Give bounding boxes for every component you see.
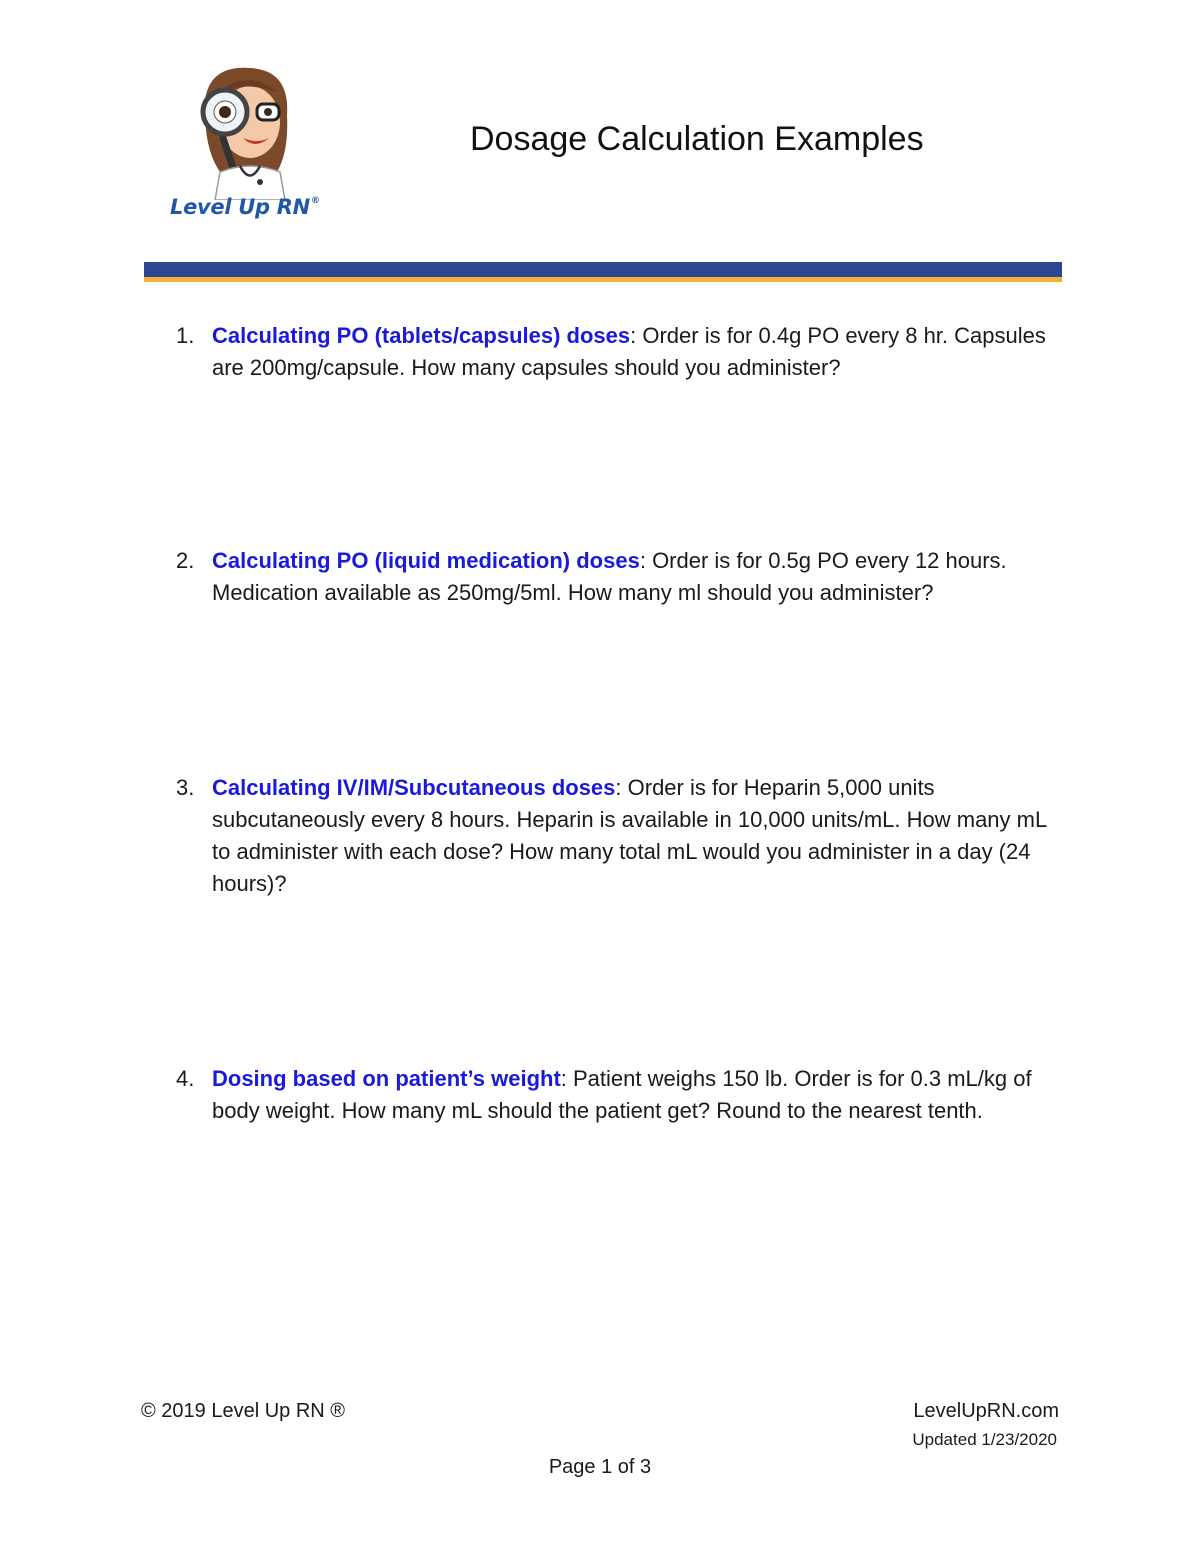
question-body — [212, 1063, 1062, 1127]
header-divider-blue — [144, 262, 1062, 277]
question-number: 3. — [176, 775, 195, 800]
question-number: 4. — [176, 1066, 195, 1091]
question-text: : Patient weighs 150 lb. Order is for 0.3 mL/kg of body weight. How many mL should the patient get? Round to the nearest tenth. — [212, 1066, 1032, 1123]
question-text: : Order is for 0.4g PO every 8 hr. Capsules are 200mg/capsule. How many capsules should you administer? — [212, 323, 1046, 380]
question-heading: Calculating IV/IM/Subcutaneous doses — [212, 775, 616, 800]
question-text: : Order is for 0.5g PO every 12 hours. Medication available as 250mg/5ml. How many ml should you administer? — [212, 548, 1007, 605]
footer-copyright: © 2019 Level Up RN ® — [141, 1400, 346, 1422]
footer-updated-date: Updated 1/23/2020 — [912, 1430, 1057, 1449]
question-body — [212, 320, 1062, 384]
question-number: 1. — [176, 323, 195, 348]
question-heading: Calculating PO (tablets/capsules) doses — [212, 323, 631, 348]
page-title: Dosage Calculation Examples — [470, 120, 924, 158]
question-number: 2. — [176, 548, 195, 573]
header-divider-gold — [144, 277, 1062, 282]
question-heading: Dosing based on patient’s weight — [212, 1066, 561, 1091]
question-heading: Calculating PO (liquid medication) doses — [212, 548, 640, 573]
nurse-with-magnifier-icon — [165, 60, 325, 200]
question-body — [212, 772, 1062, 900]
brand-logo-text: Level Up RN® — [170, 195, 320, 219]
page-number: Page 1 of 3 — [548, 1456, 652, 1478]
question-body — [212, 545, 1062, 609]
footer-website: LevelUpRN.com — [913, 1400, 1059, 1422]
question-text: : Order is for Heparin 5,000 units subcutaneously every 8 hours. Heparin is available in 10,000 units/mL. How many mL to administer with each dose? How many total mL would you administer in a day (24 hours)? — [212, 775, 1047, 896]
